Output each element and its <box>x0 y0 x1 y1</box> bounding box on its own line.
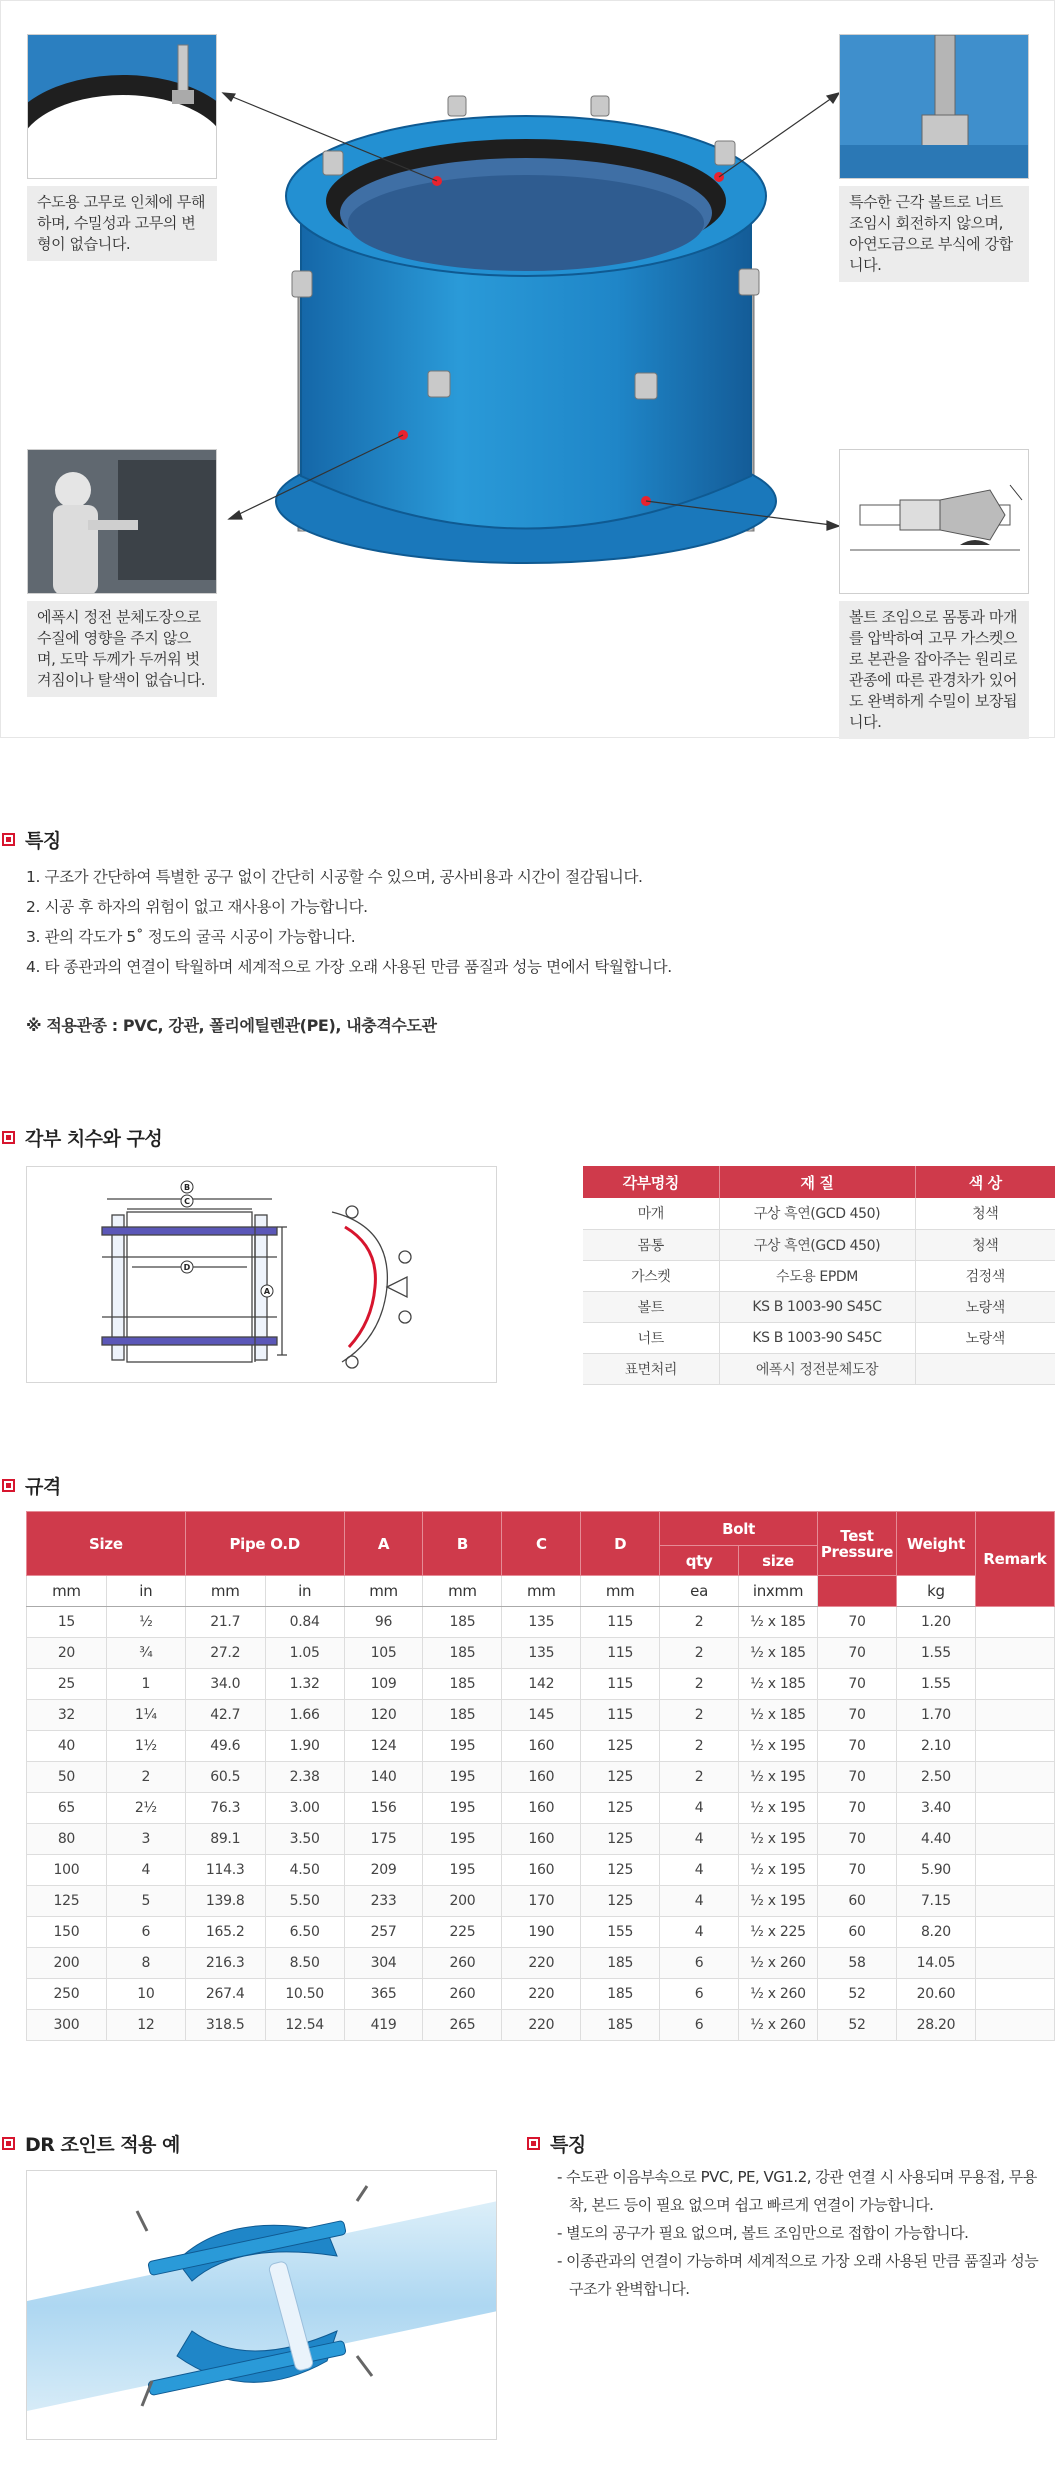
table-row <box>27 1700 1055 1731</box>
feature-item: 3. 관의 각도가 5˚ 정도의 굴곡 시공이 가능합니다. <box>26 928 356 946</box>
table-cell: 76.3 <box>185 1793 265 1824</box>
table-cell: 1½ <box>106 1731 185 1762</box>
table-cell: ½ x 195 <box>739 1824 818 1855</box>
table-cell: 수도용 EPDM <box>719 1260 915 1291</box>
table-row <box>27 1731 1055 1762</box>
table-cell: 4 <box>660 1855 739 1886</box>
table-cell: 14.05 <box>896 1948 975 1979</box>
table-cell: 2 <box>660 1700 739 1731</box>
coating-process-image <box>27 449 217 594</box>
table-cell: 260 <box>423 1948 502 1979</box>
table-row <box>27 1886 1055 1917</box>
table-cell: 3.40 <box>896 1793 975 1824</box>
spec-col-bolt-size: size <box>739 1546 818 1576</box>
table-cell: 10.50 <box>265 1979 344 2010</box>
table-cell: 1.32 <box>265 1669 344 1700</box>
example-feature-item: - 이종관과의 연결이 가능하며 세계적으로 가장 오래 사용된 만큼 품질과 성능 구조가 완벽합니다. <box>557 2252 1039 2298</box>
unit-cell: in <box>106 1576 185 1607</box>
table-cell: 3 <box>106 1824 185 1855</box>
table-row <box>27 1948 1055 1979</box>
spec-col-weight: Weight <box>896 1512 975 1576</box>
table-cell <box>915 1353 1055 1384</box>
table-cell: 2 <box>106 1762 185 1793</box>
table-cell: ½ x 195 <box>739 1886 818 1917</box>
table-cell: 70 <box>817 1700 896 1731</box>
table-cell: 125 <box>581 1886 660 1917</box>
table-cell: 3.00 <box>265 1793 344 1824</box>
table-cell: 볼트 <box>583 1291 719 1322</box>
table-cell: 220 <box>502 1948 581 1979</box>
dimensions-heading <box>2 1124 162 1151</box>
unit-cell: mm <box>423 1576 502 1607</box>
table-cell: 2½ <box>106 1793 185 1824</box>
table-cell: 70 <box>817 1731 896 1762</box>
table-cell: 6 <box>106 1917 185 1948</box>
feature-item: 2. 시공 후 하자의 위험이 없고 재사용이 가능합니다. <box>26 898 368 916</box>
table-cell: 233 <box>344 1886 423 1917</box>
dim-label-a: A <box>263 1287 271 1296</box>
table-cell: 140 <box>344 1762 423 1793</box>
table-cell: 4 <box>660 1886 739 1917</box>
table-cell: 12 <box>106 2010 185 2041</box>
bullet-square-icon <box>2 1479 15 1492</box>
table-cell: 105 <box>344 1638 423 1669</box>
table-cell <box>975 1638 1054 1669</box>
table-cell: 60 <box>817 1917 896 1948</box>
table-cell: ½ x 185 <box>739 1638 818 1669</box>
table-cell: 60.5 <box>185 1762 265 1793</box>
table-cell: 1.05 <box>265 1638 344 1669</box>
unit-cell: mm <box>502 1576 581 1607</box>
table-cell: 195 <box>423 1824 502 1855</box>
table-cell: 139.8 <box>185 1886 265 1917</box>
gasket-closeup-image <box>27 34 217 179</box>
unit-cell <box>817 1576 896 1607</box>
table-cell <box>975 1669 1054 1700</box>
table-cell: 150 <box>27 1917 107 1948</box>
table-cell: 220 <box>502 1979 581 2010</box>
table-cell: 50 <box>27 1762 107 1793</box>
materials-col-color: 색 상 <box>915 1166 1055 1198</box>
spec-table <box>26 1511 1055 2041</box>
table-cell: 34.0 <box>185 1669 265 1700</box>
table-row <box>27 1638 1055 1669</box>
table-cell: 1.70 <box>896 1700 975 1731</box>
table-cell: 1.55 <box>896 1638 975 1669</box>
example-features-heading <box>527 2130 586 2157</box>
table-cell: 185 <box>581 1948 660 1979</box>
spec-col-b: B <box>423 1512 502 1576</box>
table-cell: 300 <box>27 2010 107 2041</box>
table-row <box>583 1322 1055 1353</box>
table-cell: KS B 1003-90 S45C <box>719 1322 915 1353</box>
table-cell: 160 <box>502 1731 581 1762</box>
application-example-image <box>26 2170 497 2440</box>
table-cell: 200 <box>27 1948 107 1979</box>
table-cell: 70 <box>817 1855 896 1886</box>
table-cell: 185 <box>423 1669 502 1700</box>
table-cell: 156 <box>344 1793 423 1824</box>
table-row <box>583 1260 1055 1291</box>
table-cell: 160 <box>502 1824 581 1855</box>
table-cell: 7.15 <box>896 1886 975 1917</box>
table-cell: 1.66 <box>265 1700 344 1731</box>
table-cell: 70 <box>817 1793 896 1824</box>
materials-col-part: 각부명칭 <box>583 1166 719 1198</box>
table-cell: 5.50 <box>265 1886 344 1917</box>
table-cell: 419 <box>344 2010 423 2041</box>
unit-cell: mm <box>27 1576 107 1607</box>
table-cell: 160 <box>502 1855 581 1886</box>
dim-label-d: D <box>183 1263 191 1272</box>
table-cell: 27.2 <box>185 1638 265 1669</box>
features-list <box>26 862 672 982</box>
table-cell: 4 <box>106 1855 185 1886</box>
bullet-square-icon <box>527 2137 540 2150</box>
table-row <box>27 1917 1055 1948</box>
table-cell: 195 <box>423 1762 502 1793</box>
table-cell: 185 <box>423 1638 502 1669</box>
table-cell: 21.7 <box>185 1607 265 1638</box>
table-cell: 145 <box>502 1700 581 1731</box>
table-cell: 에폭시 정전분체도장 <box>719 1353 915 1384</box>
table-cell: 80 <box>27 1824 107 1855</box>
dim-label-b: B <box>183 1183 191 1192</box>
table-cell: 125 <box>581 1762 660 1793</box>
spec-col-remark: Remark <box>975 1512 1054 1607</box>
table-cell: ½ <box>106 1607 185 1638</box>
table-cell <box>975 2010 1054 2041</box>
dim-label-c: C <box>184 1197 190 1206</box>
table-cell: 96 <box>344 1607 423 1638</box>
table-cell: 8.50 <box>265 1948 344 1979</box>
table-cell: 70 <box>817 1669 896 1700</box>
table-cell: 365 <box>344 1979 423 2010</box>
unit-cell: inxmm <box>739 1576 818 1607</box>
example-feature-item: - 수도관 이음부속으로 PVC, PE, VG1.2, 강관 연결 시 사용되며 무용접, 무용착, 본드 등이 필요 없으며 쉽고 빠르게 연결이 가능합니다. <box>557 2168 1037 2214</box>
table-cell: 2 <box>660 1638 739 1669</box>
table-cell: 220 <box>502 2010 581 2041</box>
table-row <box>27 1824 1055 1855</box>
applicable-pipes-note: ※ 적용관종 : PVC, 강관, 폴리에틸렌관(PE), 내충격수도관 <box>26 1016 437 1035</box>
table-cell: 70 <box>817 1607 896 1638</box>
table-cell: 190 <box>502 1917 581 1948</box>
table-cell: 170 <box>502 1886 581 1917</box>
table-cell: ½ x 185 <box>739 1607 818 1638</box>
spec-table-body <box>27 1607 1055 2041</box>
spec-title: 규격 <box>25 1476 61 1498</box>
table-cell <box>975 1886 1054 1917</box>
table-cell: ½ x 260 <box>739 1948 818 1979</box>
table-cell: 20 <box>27 1638 107 1669</box>
table-cell: 청색 <box>915 1229 1055 1260</box>
table-cell: 49.6 <box>185 1731 265 1762</box>
table-cell: 2 <box>660 1731 739 1762</box>
table-cell: ½ x 195 <box>739 1731 818 1762</box>
unit-cell: mm <box>344 1576 423 1607</box>
unit-cell: in <box>265 1576 344 1607</box>
table-cell: 120 <box>344 1700 423 1731</box>
table-cell: 노랑색 <box>915 1291 1055 1322</box>
sealing-caption: 볼트 조임으로 몸통과 마개를 압박하여 고무 가스켓으로 본관을 잡아주는 원리로 관종에 따른 관경차가 있어도 완벽하게 수밀이 보장됩니다. <box>839 601 1029 739</box>
table-cell <box>975 1700 1054 1731</box>
bullet-square-icon <box>2 1131 15 1144</box>
table-cell: 195 <box>423 1855 502 1886</box>
table-cell: 267.4 <box>185 1979 265 2010</box>
table-cell: 115 <box>581 1607 660 1638</box>
table-row <box>27 1855 1055 1886</box>
features-title: 특징 <box>25 830 61 852</box>
table-cell: 4 <box>660 1824 739 1855</box>
table-row <box>27 2010 1055 2041</box>
table-row <box>583 1198 1055 1229</box>
spec-col-bolt: Bolt <box>660 1512 818 1546</box>
table-cell: 160 <box>502 1793 581 1824</box>
table-cell: ½ x 185 <box>739 1700 818 1731</box>
table-cell: ½ x 260 <box>739 1979 818 2010</box>
table-cell <box>975 1824 1054 1855</box>
table-cell: 260 <box>423 1979 502 2010</box>
table-cell: 125 <box>581 1731 660 1762</box>
table-cell <box>975 1855 1054 1886</box>
table-cell: 6 <box>660 1948 739 1979</box>
table-row <box>27 1762 1055 1793</box>
table-cell: 125 <box>581 1793 660 1824</box>
spec-col-d: D <box>581 1512 660 1576</box>
table-cell: 70 <box>817 1638 896 1669</box>
table-cell: 125 <box>27 1886 107 1917</box>
table-cell: 216.3 <box>185 1948 265 1979</box>
table-cell: ½ x 195 <box>739 1793 818 1824</box>
table-cell: 1.55 <box>896 1669 975 1700</box>
table-row <box>27 1793 1055 1824</box>
table-cell: 2 <box>660 1607 739 1638</box>
dimensions-title: 각부 치수와 구성 <box>25 1128 163 1150</box>
table-cell: 표면처리 <box>583 1353 719 1384</box>
table-cell: 5 <box>106 1886 185 1917</box>
table-cell: 142 <box>502 1669 581 1700</box>
unit-cell: mm <box>581 1576 660 1607</box>
table-cell: 65 <box>27 1793 107 1824</box>
bullet-square-icon <box>2 833 15 846</box>
cross-section-diagram <box>839 449 1029 594</box>
table-cell: 257 <box>344 1917 423 1948</box>
bolt-closeup-image <box>839 34 1029 179</box>
table-cell: 1.90 <box>265 1731 344 1762</box>
table-cell: 마개 <box>583 1198 719 1229</box>
table-cell: 20.60 <box>896 1979 975 2010</box>
table-cell: 8.20 <box>896 1917 975 1948</box>
table-cell: 6 <box>660 2010 739 2041</box>
table-cell: 1.20 <box>896 1607 975 1638</box>
spec-col-size: Size <box>27 1512 186 1576</box>
table-cell: 70 <box>817 1762 896 1793</box>
table-cell: 318.5 <box>185 2010 265 2041</box>
table-cell: 185 <box>581 1979 660 2010</box>
table-cell: 135 <box>502 1607 581 1638</box>
table-cell: 250 <box>27 1979 107 2010</box>
table-cell: 1 <box>106 1669 185 1700</box>
unit-cell: kg <box>896 1576 975 1607</box>
feature-item: 4. 타 종관과의 연결이 탁월하며 세계적으로 가장 오래 사용된 만큼 품질과 성능 면에서 탁월합니다. <box>26 958 672 976</box>
table-cell <box>975 1917 1054 1948</box>
table-cell: 160 <box>502 1762 581 1793</box>
table-cell: 52 <box>817 1979 896 2010</box>
table-cell: ½ x 260 <box>739 2010 818 2041</box>
table-cell <box>975 1948 1054 1979</box>
example-feature-item: - 별도의 공구가 필요 없으며, 볼트 조임만으로 접합이 가능합니다. <box>557 2224 969 2242</box>
table-cell: 52 <box>817 2010 896 2041</box>
spec-col-bolt-qty: qty <box>660 1546 739 1576</box>
table-cell: 125 <box>581 1824 660 1855</box>
example-title: DR 조인트 적용 예 <box>25 2134 180 2156</box>
dimension-drawing <box>26 1166 497 1383</box>
spec-col-c: C <box>502 1512 581 1576</box>
table-cell: 10 <box>106 1979 185 2010</box>
table-row <box>583 1229 1055 1260</box>
table-cell: 8 <box>106 1948 185 1979</box>
table-cell: 1¼ <box>106 1700 185 1731</box>
table-cell: 115 <box>581 1669 660 1700</box>
table-cell: 70 <box>817 1824 896 1855</box>
table-row <box>583 1353 1055 1384</box>
table-cell: 5.90 <box>896 1855 975 1886</box>
table-cell: 42.7 <box>185 1700 265 1731</box>
table-cell: 검정색 <box>915 1260 1055 1291</box>
table-cell: 2.38 <box>265 1762 344 1793</box>
gasket-caption: 수도용 고무로 인체에 무해하며, 수밀성과 고무의 변형이 없습니다. <box>27 186 217 261</box>
table-cell: 12.54 <box>265 2010 344 2041</box>
table-cell: 100 <box>27 1855 107 1886</box>
example-features-list <box>551 2163 1051 2303</box>
unit-cell: ea <box>660 1576 739 1607</box>
table-cell: 2 <box>660 1762 739 1793</box>
table-cell: 115 <box>581 1638 660 1669</box>
table-cell: 4 <box>660 1793 739 1824</box>
table-cell: 124 <box>344 1731 423 1762</box>
table-cell: ½ x 225 <box>739 1917 818 1948</box>
spec-col-pipe-od: Pipe O.D <box>185 1512 344 1576</box>
table-cell: 2.50 <box>896 1762 975 1793</box>
table-cell: 155 <box>581 1917 660 1948</box>
spec-heading <box>2 1472 61 1499</box>
table-cell: 6.50 <box>265 1917 344 1948</box>
table-row <box>27 1669 1055 1700</box>
table-cell: 노랑색 <box>915 1322 1055 1353</box>
table-row <box>27 1979 1055 2010</box>
table-cell: 135 <box>502 1638 581 1669</box>
example-features-title: 특징 <box>550 2134 586 2156</box>
table-cell: ¾ <box>106 1638 185 1669</box>
feature-item: 1. 구조가 간단하여 특별한 공구 없이 간단히 시공할 수 있으며, 공사비용과 시간이 절감됩니다. <box>26 868 643 886</box>
table-cell: 40 <box>27 1731 107 1762</box>
table-cell <box>975 1979 1054 2010</box>
table-cell: 195 <box>423 1731 502 1762</box>
table-cell: 114.3 <box>185 1855 265 1886</box>
table-cell: 304 <box>344 1948 423 1979</box>
unit-cell: mm <box>185 1576 265 1607</box>
table-cell <box>975 1731 1054 1762</box>
table-cell: 32 <box>27 1700 107 1731</box>
table-cell: 가스켓 <box>583 1260 719 1291</box>
table-row <box>27 1607 1055 1638</box>
table-cell: 175 <box>344 1824 423 1855</box>
example-heading <box>2 2130 180 2157</box>
table-cell: 2 <box>660 1669 739 1700</box>
table-cell: 109 <box>344 1669 423 1700</box>
coating-caption: 에폭시 정전 분체도장으로 수질에 영향을 주지 않으며, 도막 두께가 두꺼워 벗겨짐이나 탈색이 없습니다. <box>27 601 217 697</box>
table-cell: 265 <box>423 2010 502 2041</box>
table-cell: 25 <box>27 1669 107 1700</box>
table-cell <box>975 1793 1054 1824</box>
table-cell: 15 <box>27 1607 107 1638</box>
table-cell: 구상 흑연(GCD 450) <box>719 1229 915 1260</box>
table-cell: 89.1 <box>185 1824 265 1855</box>
table-cell: ½ x 195 <box>739 1762 818 1793</box>
table-cell: KS B 1003-90 S45C <box>719 1291 915 1322</box>
spec-units-row <box>27 1576 1055 1607</box>
table-cell: 구상 흑연(GCD 450) <box>719 1198 915 1229</box>
table-cell: 209 <box>344 1855 423 1886</box>
table-cell: 125 <box>581 1855 660 1886</box>
materials-table <box>583 1166 1055 1385</box>
table-cell: 너트 <box>583 1322 719 1353</box>
table-cell: 58 <box>817 1948 896 1979</box>
table-cell: 60 <box>817 1886 896 1917</box>
table-cell: ½ x 195 <box>739 1855 818 1886</box>
table-cell: 4.40 <box>896 1824 975 1855</box>
table-cell: 4 <box>660 1917 739 1948</box>
table-cell: 185 <box>581 2010 660 2041</box>
table-cell: 3.50 <box>265 1824 344 1855</box>
spec-col-a: A <box>344 1512 423 1576</box>
table-cell: 28.20 <box>896 2010 975 2041</box>
table-cell: 185 <box>423 1607 502 1638</box>
features-heading <box>2 826 61 853</box>
table-cell: 200 <box>423 1886 502 1917</box>
table-cell: 115 <box>581 1700 660 1731</box>
spec-col-test-pressure: Test Pressure <box>817 1512 896 1576</box>
table-cell <box>975 1762 1054 1793</box>
table-cell: 몸통 <box>583 1229 719 1260</box>
table-cell: ½ x 185 <box>739 1669 818 1700</box>
table-cell: 2.10 <box>896 1731 975 1762</box>
table-cell: 165.2 <box>185 1917 265 1948</box>
table-cell: 225 <box>423 1917 502 1948</box>
materials-col-material: 재 질 <box>719 1166 915 1198</box>
table-cell: 청색 <box>915 1198 1055 1229</box>
bolt-caption: 특수한 근각 볼트로 너트 조임시 회전하지 않으며, 아연도금으로 부식에 강합니다. <box>839 186 1029 282</box>
table-cell: 6 <box>660 1979 739 2010</box>
table-cell <box>975 1607 1054 1638</box>
table-cell: 0.84 <box>265 1607 344 1638</box>
table-cell: 4.50 <box>265 1855 344 1886</box>
table-cell: 185 <box>423 1700 502 1731</box>
table-cell: 195 <box>423 1793 502 1824</box>
table-row <box>583 1291 1055 1322</box>
bullet-square-icon <box>2 2137 15 2150</box>
product-hero <box>0 0 1055 738</box>
